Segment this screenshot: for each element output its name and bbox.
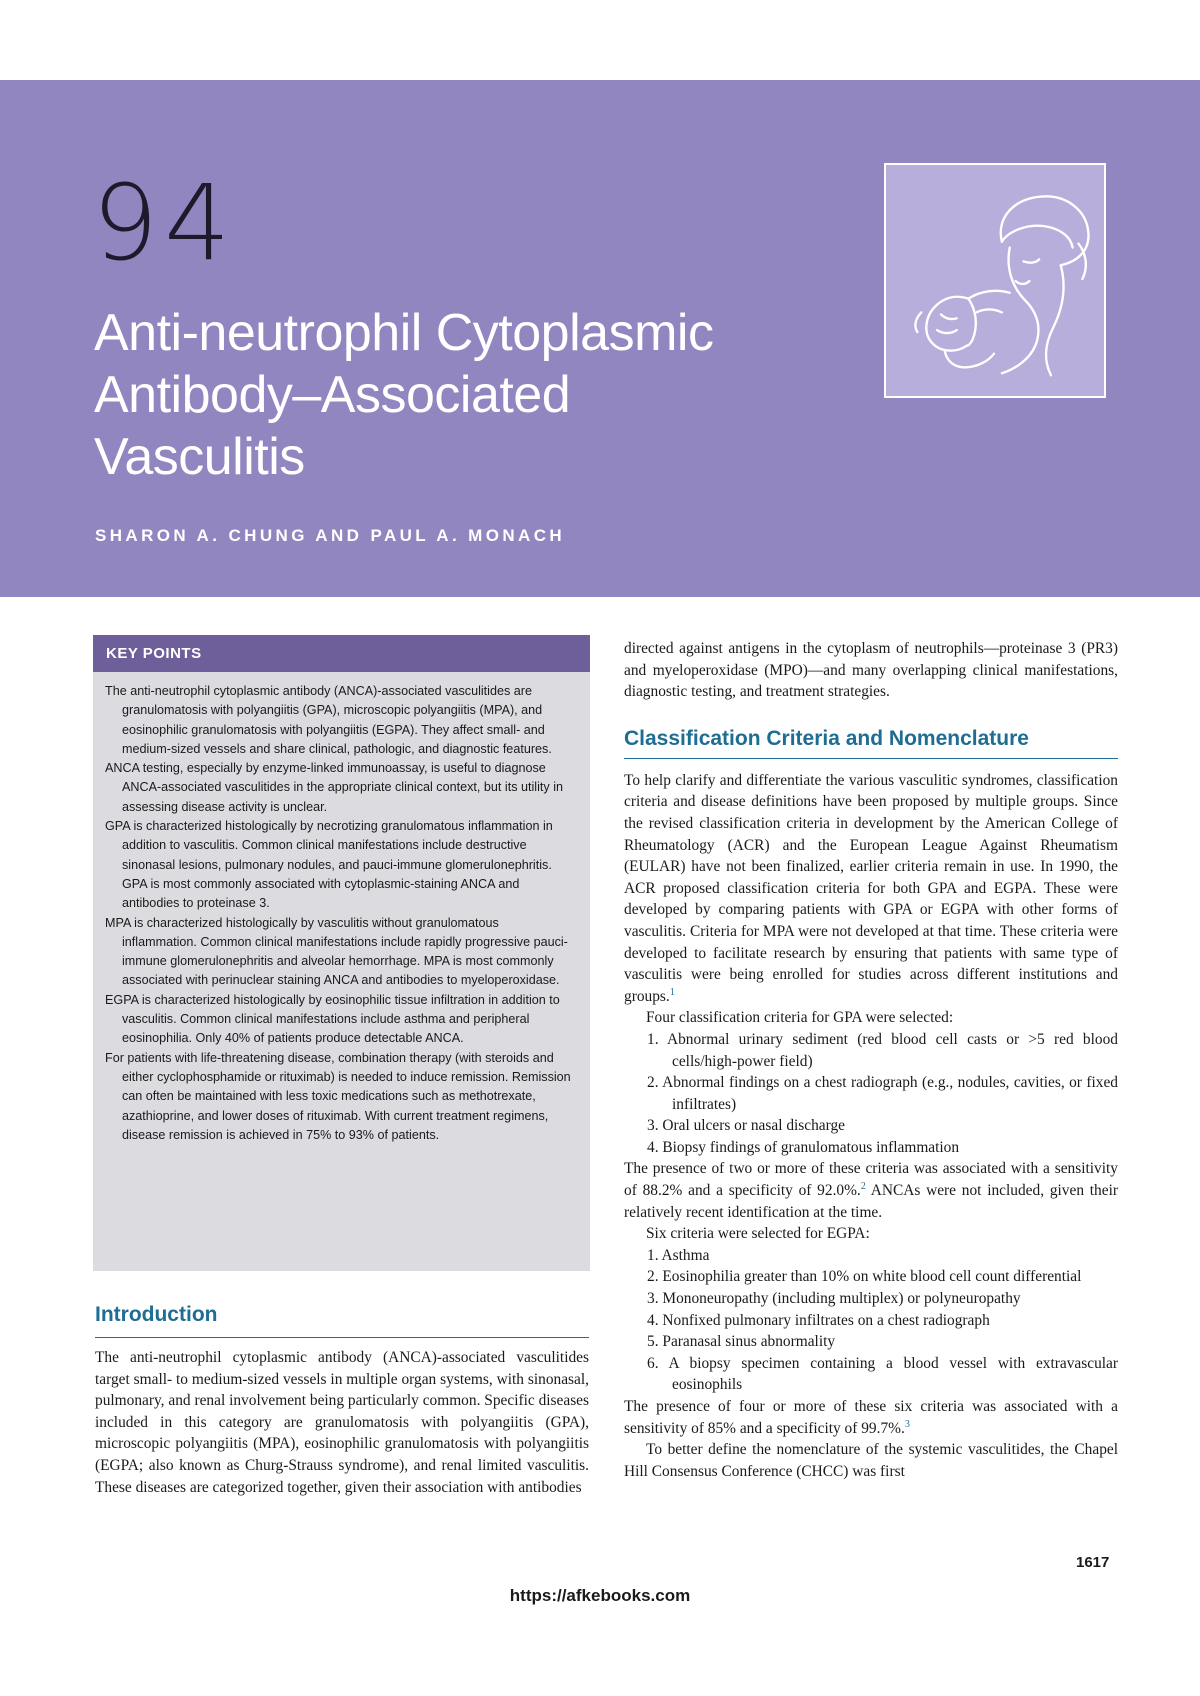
- criteria-item: 4. Biopsy findings of granulomatous inflammation: [647, 1138, 960, 1156]
- reference-link[interactable]: 3: [904, 1418, 910, 1430]
- egpa-criteria-list: [624, 1245, 1118, 1396]
- key-points-list: [93, 672, 590, 1145]
- criteria-item: 4. Nonfixed pulmonary infiltrates on a chest radiograph: [647, 1311, 990, 1329]
- paragraph-text: The presence of two or more of these criteria was associated with a sensitivity of 88.2% and a specificity of 92.0%.: [624, 1160, 1118, 1200]
- egpa-result-paragraph: [624, 1396, 1118, 1439]
- chapter-title: [94, 302, 814, 488]
- egpa-criteria-intro: Six criteria were selected for EGPA:: [646, 1225, 870, 1243]
- right-column: [624, 638, 1118, 1482]
- key-point-item: GPA is characterized histologically by necrotizing granulomatous inflammation in addition to vasculitis. Common clinical manifestations include destructive sinonasal lesions, pulmonary nodules, and pauci-immune glomerulonephritis. GPA is most commonly associated with cytoplasmic-staining ANCA and antibodies to proteinase 3.: [105, 819, 553, 911]
- chapter-number: 94: [92, 162, 237, 284]
- continuation-paragraph: directed against antigens in the cytoplasm of neutrophils—proteinase 3 (PR3) and myeloperoxidase (MPO)—and many overlapping clinical manifestations, diagnostic testing, and treatment strategies.: [624, 640, 1118, 701]
- classification-paragraph: [624, 770, 1118, 1008]
- key-points-box: [93, 635, 590, 1271]
- gpa-criteria-list: [624, 1029, 1118, 1159]
- section-divider: [95, 1337, 589, 1338]
- title-line: Antibody–Associated: [94, 366, 571, 424]
- criteria-item: 2. Eosinophilia greater than 10% on white blood cell count differential: [647, 1268, 1082, 1286]
- chapter-illustration: [884, 163, 1106, 398]
- introduction-heading: Introduction: [95, 1303, 218, 1326]
- key-points-heading: KEY POINTS: [93, 635, 590, 672]
- chapter-authors: SHARON A. CHUNG AND PAUL A. MONACH: [95, 526, 566, 545]
- key-point-item: ANCA testing, especially by enzyme-linked immunoassay, is useful to diagnose ANCA-associated vasculitides in the appropriate clinical context, but its utility in assessing disease activity is unclear.: [105, 761, 563, 814]
- reference-link[interactable]: 2: [860, 1180, 866, 1192]
- criteria-item: 2. Abnormal findings on a chest radiograph (e.g., nodules, cavities, or fixed infiltrates): [647, 1074, 1118, 1113]
- criteria-item: 1. Asthma: [647, 1246, 710, 1264]
- paragraph-text: ANCAs were not included, given their relatively recent identification at the time.: [624, 1182, 1118, 1221]
- classification-heading: Classification Criteria and Nomenclature: [624, 726, 1029, 750]
- section-divider: [624, 758, 1118, 759]
- gpa-criteria-intro: Four classification criteria for GPA were selected:: [646, 1009, 954, 1027]
- key-point-item: MPA is characterized histologically by vasculitis without granulomatous inflammation. Common clinical manifestations include rapidly progressive pauci-immune glomerulonephritis and alveolar hemorrhage. MPA is most commonly associated with perinuclear staining ANCA and antibodies to myeloperoxidase.: [105, 915, 568, 988]
- criteria-item: 3. Mononeuropathy (including multiplex) or polyneuropathy: [647, 1290, 1021, 1308]
- footer-url: https://afkebooks.com: [509, 1586, 691, 1605]
- introduction-text: The anti-neutrophil cytoplasmic antibody (ANCA)-associated vasculitides target small- to medium-sized vessels in multiple organ systems, with sinonasal, pulmonary, and renal involvement being particularly common. Specific diseases included in this category are granulomatosis with polyangiitis (GPA), microscopic polyangiitis (MPA), eosinophilic granulomatosis with polyangiitis (EGPA; also known as Churg-Strauss syndrome), and renal limited vasculitis. These diseases are categorized together, given their association with antibodies: [95, 1349, 589, 1496]
- title-line: Vasculitis: [94, 428, 305, 486]
- paragraph-text: The presence of four or more of these six criteria was associated with a sensitivity of 85% and a specificity of 99.7%.: [624, 1398, 1118, 1437]
- key-point-item: The anti-neutrophil cytoplasmic antibody (ANCA)-associated vasculitides are granulomatosis with polyangiitis (GPA), microscopic polyangiitis (MPA), and eosinophilic granulomatosis with polyangiitis (EGPA). They affect small- and medium-sized vessels and share clinical, pathologic, and diagnostic features.: [105, 684, 552, 756]
- criteria-item: 3. Oral ulcers or nasal discharge: [647, 1117, 846, 1135]
- criteria-item: 6. A biopsy specimen containing a blood vessel with extravascular eosinophils: [647, 1354, 1118, 1394]
- title-line: Anti-neutrophil Cytoplasmic: [94, 304, 714, 362]
- reference-link[interactable]: 1: [669, 986, 675, 998]
- paragraph-text: To help clarify and differentiate the various vasculitic syndromes, classification criteria and disease definitions have been proposed by multiple groups. Since the revised classification criteria in development by the American College of Rheumatology (ACR) and the European League Against Rheumatism (EULAR) have not been finalized, earlier criteria remain in use. In 1990, the ACR proposed classification criteria for both GPA and EGPA. These were developed by comparing patients with GPA or EGPA with other forms of vasculitis. Criteria for MPA were not developed at that time. These criteria were developed to facilitate research by ensuring that patients with same type of vasculitis were being enrolled for studies across different institutions and groups.: [624, 771, 1118, 1005]
- page-number: 1617: [1076, 1554, 1110, 1571]
- criteria-item: 5. Paranasal sinus abnormality: [647, 1333, 836, 1351]
- sketch-illustration-icon: [886, 165, 1104, 396]
- chcc-paragraph: To better define the nomenclature of the systemic vasculitides, the Chapel Hill Consensus Conference (CHCC) was first: [624, 1441, 1118, 1480]
- criteria-item: 1. Abnormal urinary sediment (red blood cell casts or >5 red blood cells/high-power field): [647, 1030, 1118, 1070]
- key-point-item: EGPA is characterized histologically by eosinophilic tissue infiltration in addition to vasculitis. Common clinical manifestations include asthma and peripheral eosinophilia. Only 40% of patients produce detectable ANCA.: [105, 992, 560, 1046]
- gpa-result-paragraph: [624, 1158, 1118, 1223]
- key-point-item: For patients with life-threatening disease, combination therapy (with steroids and either cyclophosphamide or rituximab) is needed to induce remission. Remission can often be maintained with less toxic medications such as methotrexate, azathioprine, and lower doses of rituximab. With current treatment regimens, disease remission is achieved in 75% to 93% of patients.: [105, 1050, 571, 1142]
